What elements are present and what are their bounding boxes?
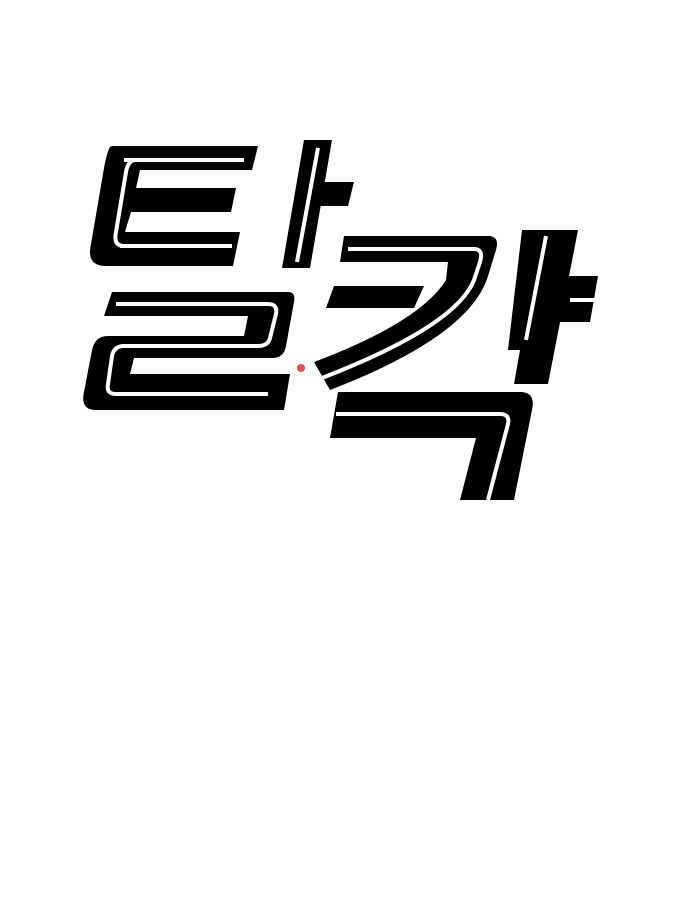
kak-kieuk-top xyxy=(314,236,497,390)
accent-dot xyxy=(297,364,305,372)
kak-kieuk-middle xyxy=(326,286,424,308)
syllable-tal xyxy=(83,140,354,410)
syllable-kak xyxy=(314,230,598,500)
tal-a-horizontal xyxy=(312,182,354,206)
